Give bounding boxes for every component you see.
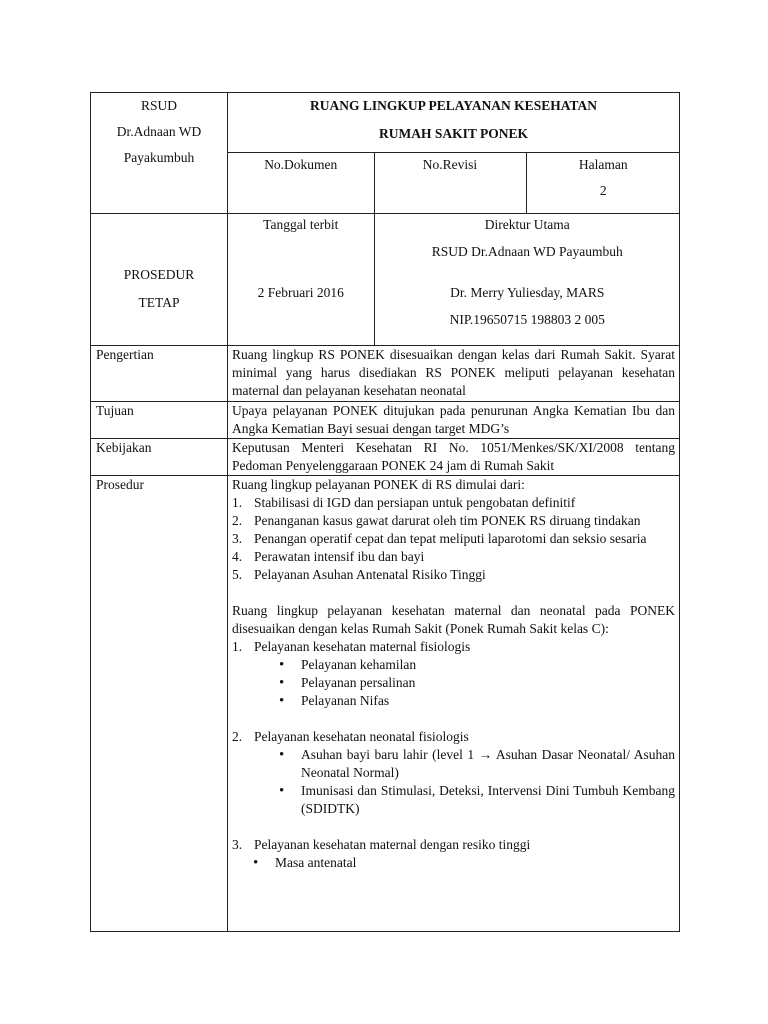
list-item: 3. Penangan operatif cepat dan tepat meliputi laparotomi dan seksio sesaria xyxy=(232,530,647,546)
hospital-line-2: Dr.Adnaan WD xyxy=(116,124,202,139)
prosedur-steps xyxy=(232,494,675,584)
prosedur-label: Prosedur xyxy=(91,475,228,931)
hospital-line-3: Payakumbuh xyxy=(123,150,195,165)
list-item: 1. Pelayanan kesehatan maternal fisiologis xyxy=(232,638,471,654)
document-meta-table xyxy=(228,152,680,213)
director-cell xyxy=(374,214,680,345)
procedure-meta-cell xyxy=(228,213,680,345)
scope-intro: Ruang lingkup pelayanan kesehatan maternal dan neonatal pada PONEK disesuaikan dengan kelas Rumah Sakit (Ponek Rumah Sakit kelas C): xyxy=(232,602,675,636)
title-line-1: RUANG LINGKUP PELAYANAN KESEHATAN xyxy=(310,98,597,113)
list-item: 3. Pelayanan kesehatan maternal dengan resiko tinggi xyxy=(232,836,531,852)
list-item: 2. Pelayanan kesehatan neonatal fisiologis xyxy=(232,728,469,744)
no-dokumen-cell xyxy=(228,153,374,213)
group-2-items xyxy=(232,746,675,818)
scope-group-2 xyxy=(232,728,675,746)
list-item: • Pelayanan kehamilan xyxy=(276,656,675,674)
header-right-cell xyxy=(228,93,680,214)
sop-table xyxy=(90,92,680,932)
tanggal-cell xyxy=(228,214,374,345)
title-line-2: RUMAH SAKIT PONEK xyxy=(378,126,528,141)
hospital-line-1: RSUD xyxy=(140,98,177,113)
kebijakan-text: Keputusan Menteri Kesehatan RI No. 1051/Menkes/SK/XI/2008 tentang Pedoman Penyelenggaraan PONEK 24 jam di Rumah Sakit xyxy=(228,438,680,475)
procedure-label-line-1: PROSEDUR xyxy=(123,266,195,282)
group-3-items xyxy=(232,854,675,872)
procedure-meta-table xyxy=(228,214,680,345)
no-dokumen-label: No.Dokumen xyxy=(264,157,338,172)
tujuan-label: Tujuan xyxy=(91,401,228,438)
list-item: • Imunisasi dan Stimulasi, Deteksi, Intervensi Dini Tumbuh Kembang (SDIDTK) xyxy=(276,782,675,818)
list-item: • Masa antenatal xyxy=(250,854,675,872)
halaman-cell xyxy=(526,153,680,213)
tanggal-value: 2 Februari 2016 xyxy=(257,284,344,300)
prosedur-content xyxy=(228,475,680,931)
document-title xyxy=(228,93,679,151)
procedure-type-cell xyxy=(91,213,228,345)
kebijakan-label: Kebijakan xyxy=(91,438,228,475)
pengertian-text: Ruang lingkup RS PONEK disesuaikan dengan kelas dari Rumah Sakit. Syarat minimal yang harus disediakan RS PONEK meliputi pelayanan kesehatan maternal dan pelayanan kesehatan neonatal xyxy=(228,345,680,401)
list-item: • Pelayanan Nifas xyxy=(276,692,675,710)
list-item: 1. Stabilisasi di IGD dan persiapan untuk pengobatan definitif xyxy=(232,494,576,510)
pengertian-label: Pengertian xyxy=(91,345,228,401)
group-1-items xyxy=(232,656,675,710)
scope-group-3 xyxy=(232,836,675,854)
no-revisi-label: No.Revisi xyxy=(422,157,478,172)
list-item: 2. Penanganan kasus gawat darurat oleh tim PONEK RS diruang tindakan xyxy=(232,512,641,528)
director-title: Direktur Utama xyxy=(484,216,570,232)
hospital-name-cell xyxy=(91,93,228,214)
director-nip: NIP.19650715 198803 2 005 xyxy=(449,311,605,327)
halaman-label: Halaman xyxy=(578,157,628,172)
procedure-label-line-2: TETAP xyxy=(138,294,180,310)
list-item: • Asuhan bayi baru lahir (level 1 → Asuhan Dasar Neonatal/ Asuhan Neonatal Normal) xyxy=(276,746,675,782)
list-item: 5. Pelayanan Asuhan Antenatal Risiko Tinggi xyxy=(232,566,486,582)
list-item: • Pelayanan persalinan xyxy=(276,674,675,692)
tujuan-text: Upaya pelayanan PONEK ditujukan pada penurunan Angka Kematian Ibu dan Angka Kematian Bayi sesuai dengan target MDG’s xyxy=(228,401,680,438)
director-name: Dr. Merry Yuliesday, MARS xyxy=(450,284,605,300)
list-item: 4. Perawatan intensif ibu dan bayi xyxy=(232,548,425,564)
halaman-value: 2 xyxy=(599,183,607,198)
prosedur-intro: Ruang lingkup pelayanan PONEK di RS dimulai dari: xyxy=(232,476,525,492)
tanggal-label: Tanggal terbit xyxy=(263,216,339,232)
scope-group-1 xyxy=(232,638,675,656)
director-org: RSUD Dr.Adnaan WD Payaumbuh xyxy=(431,243,623,259)
no-revisi-cell xyxy=(374,153,526,213)
